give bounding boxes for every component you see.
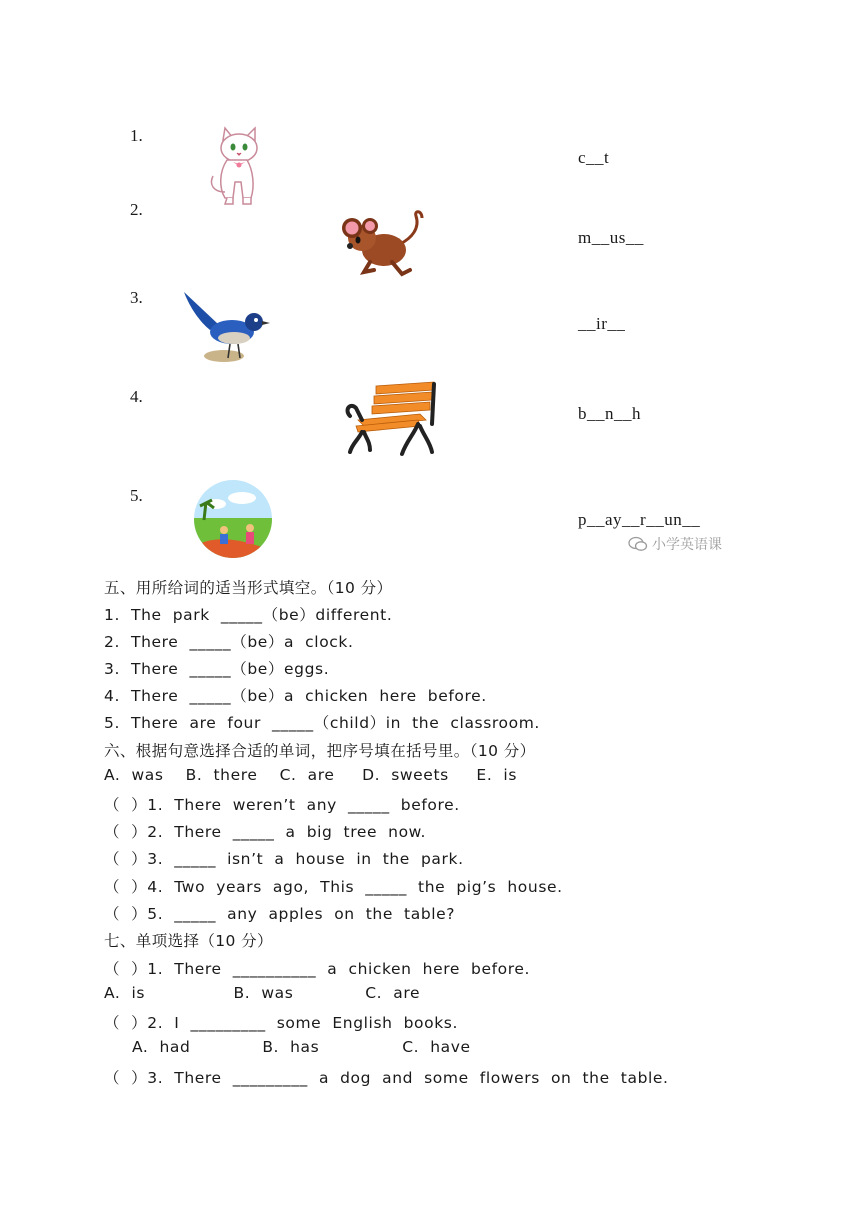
bench-picture (340, 380, 440, 460)
match-word-1: c__t (578, 148, 610, 167)
mouse-picture (340, 208, 426, 280)
match-number-5: 5. (130, 486, 143, 505)
match-number-4: 4. (130, 387, 143, 406)
section6-item-3: （ ）3. _____ isn’t a house in the park. (104, 850, 464, 868)
wechat-icon (628, 536, 648, 552)
section7-question-2: （ ）2. I _________ some English books. (104, 1014, 458, 1032)
section5-item-2: 2. There _____（be）a clock. (104, 633, 354, 651)
match-word-5: p__ay__r__un__ (578, 510, 701, 529)
match-number-1: 1. (130, 126, 143, 145)
section5-item-5: 5. There are four _____（child）in the classroom. (104, 714, 540, 732)
watermark (628, 534, 722, 554)
section5-title: 五、用所给词的适当形式填空。（10 分） (104, 579, 393, 597)
section6-title: 六、根据句意选择合适的单词，把序号填在括号里。（10 分） (104, 742, 536, 760)
bird-picture (180, 288, 272, 368)
section7-question-2-options: A. had B. has C. have (132, 1038, 471, 1056)
section7-question-3: （ ）3. There _________ a dog and some flowers on the table. (104, 1069, 669, 1087)
match-number-2: 2. (130, 200, 143, 219)
playground-picture (192, 478, 274, 560)
match-word-2: m__us__ (578, 228, 644, 247)
section7-title: 七、单项选择（10 分） (104, 932, 273, 950)
section6-options: A. was B. there C. are D. sweets E. is (104, 766, 517, 784)
cat-picture (205, 126, 271, 208)
section7-question-1: （ ）1. There __________ a chicken here before. (104, 960, 531, 978)
match-number-3: 3. (130, 288, 143, 307)
watermark-text: 小学英语课 (652, 537, 722, 553)
section5-item-4: 4. There _____（be）a chicken here before. (104, 687, 487, 705)
match-word-3: __ir__ (578, 314, 626, 333)
section6-item-4: （ ）4. Two years ago, This _____ the pig’s house. (104, 878, 563, 896)
section5-item-1: 1. The park _____（be）different. (104, 606, 393, 624)
match-word-4: b__n__h (578, 404, 641, 423)
section6-item-1: （ ）1. There weren’t any _____ before. (104, 796, 460, 814)
section6-item-5: （ ）5. _____ any apples on the table? (104, 905, 456, 923)
section6-item-2: （ ）2. There _____ a big tree now. (104, 823, 427, 841)
section7-question-1-options: A. is B. was C. are (104, 984, 421, 1002)
section5-item-3: 3. There _____（be）eggs. (104, 660, 330, 678)
